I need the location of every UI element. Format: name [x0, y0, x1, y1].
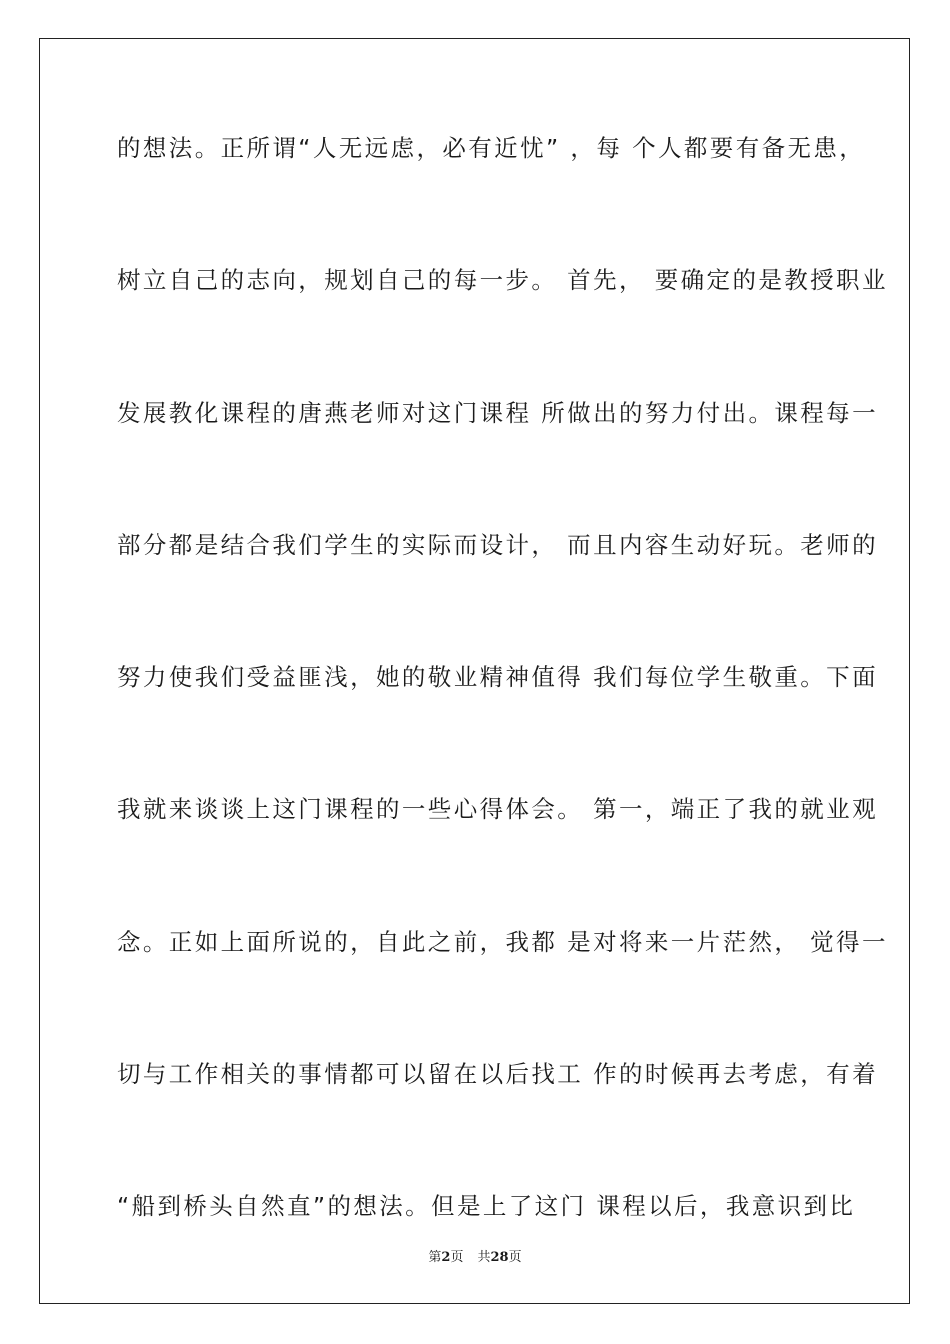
text-line-5: 努力使我们受益匪浅，她的敬业精神值得 我们每位学生敬重。下面 — [117, 663, 878, 692]
footer-total-pages: 28 — [490, 1250, 509, 1265]
text-line-4: 部分都是结合我们学生的实际而设计， 而且内容生动好玩。老师的 — [117, 530, 878, 559]
footer-total-suffix: 页 — [508, 1250, 522, 1265]
footer-current-page: 2 — [441, 1250, 451, 1265]
text-line-7: 念。正如上面所说的，自此之前，我都 是对将来一片茫然， 觉得一 — [117, 927, 888, 956]
page-footer — [0, 1246, 950, 1265]
document-body — [117, 130, 888, 1321]
text-line-2: 树立自己的志向，规划自己的每一步。 首先， 要确定的是教授职业 — [117, 266, 888, 295]
text-line-8: 切与工作相关的事情都可以留在以后找工 作的时候再去考虑，有着 — [117, 1060, 878, 1089]
footer-page-prefix: 第 — [428, 1250, 442, 1265]
text-line-6: 我就来谈谈上这门课程的一些心得体会。 第一，端正了我的就业观 — [117, 795, 878, 824]
text-line-1: 的想法。正所谓“人无远虑，必有近忧” ，每 个人都要有备无患， — [117, 134, 866, 162]
text-line-3: 发展教化课程的唐燕老师对这门课程 所做出的努力付出。课程每一 — [117, 398, 878, 427]
text-line-9: “船到桥头自然直”的想法。但是上了这门 课程以后，我意识到比 — [117, 1192, 856, 1221]
footer-page-suffix: 页 — [450, 1250, 464, 1265]
footer-total-prefix: 共 — [477, 1250, 491, 1265]
